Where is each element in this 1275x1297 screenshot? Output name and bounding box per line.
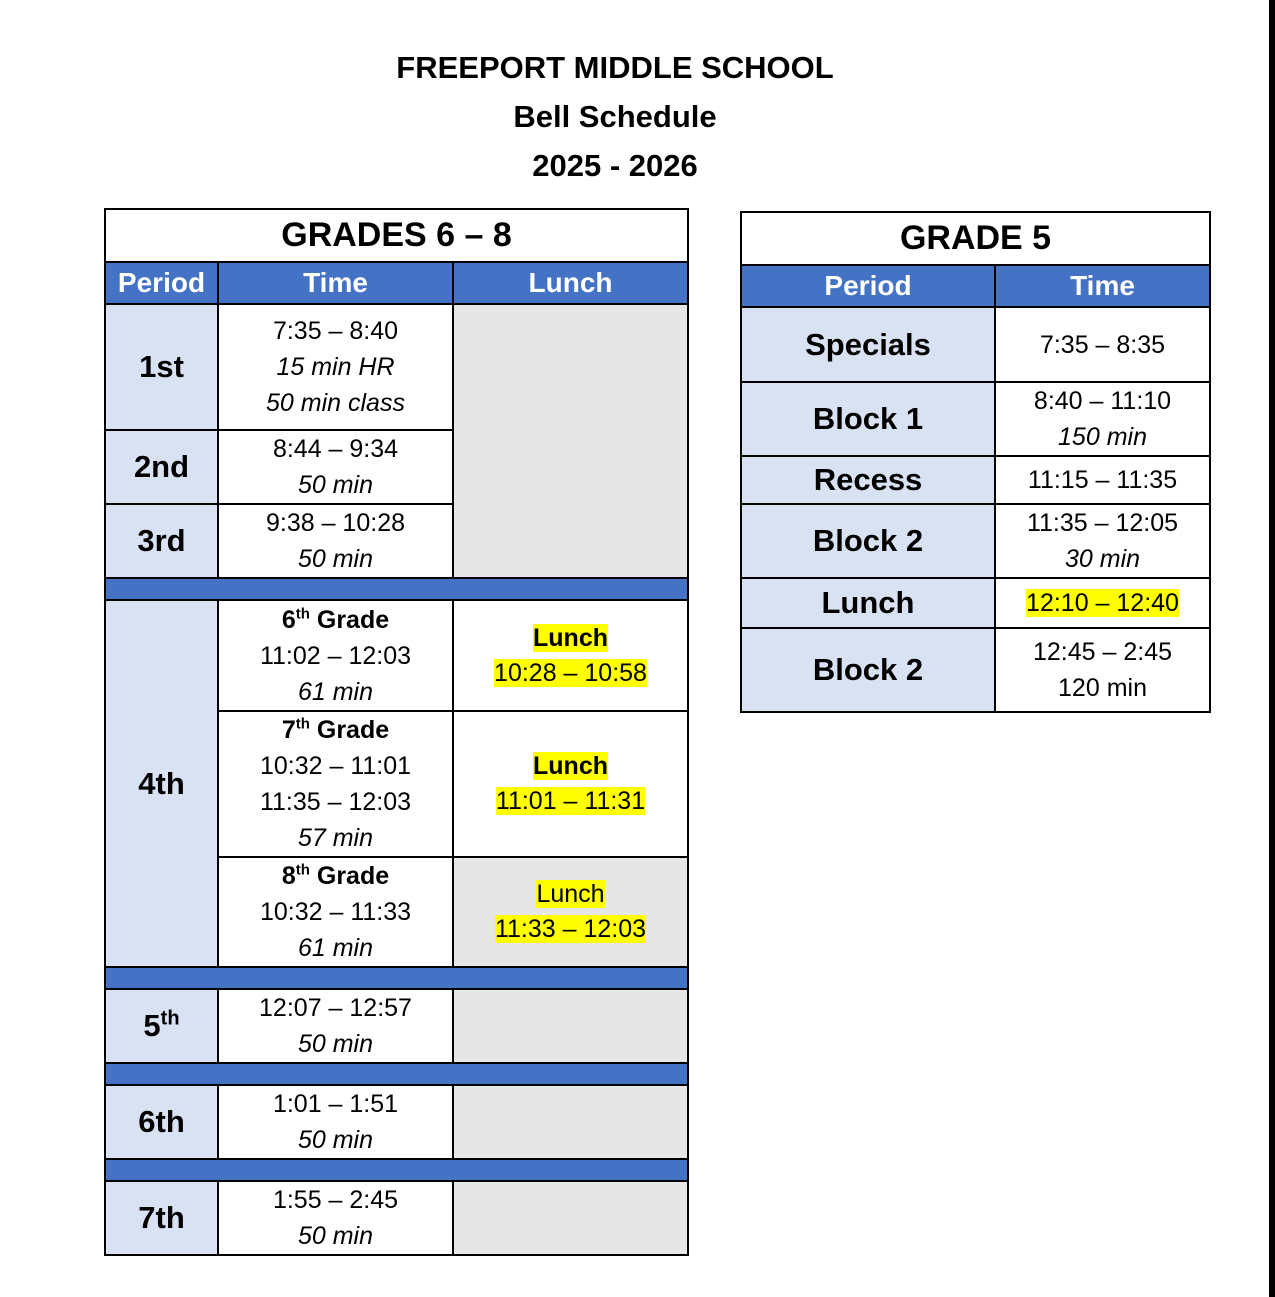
grade5-time-specials: 7:35 – 8:35 (995, 307, 1210, 382)
separator-bar (105, 1063, 688, 1085)
column-header-time: Time (995, 265, 1210, 307)
period-3rd-time (218, 504, 453, 578)
table-row (105, 1085, 688, 1159)
lunch-label: Lunch (533, 623, 609, 652)
lunch-empty-cell (453, 1181, 688, 1255)
grade5-period-specials: Specials (741, 307, 995, 382)
grade-7-lunch-slot (453, 711, 688, 857)
grade-5-table (740, 211, 1211, 713)
period-5th (105, 989, 218, 1063)
duration-note: 50 min (297, 1126, 374, 1154)
grade-7-lunch-time (218, 711, 453, 857)
separator-row (105, 578, 688, 600)
duration-note: 61 min (297, 677, 374, 706)
schedule-subtitle: Bell Schedule (513, 99, 717, 134)
grade5-period-block2: Block 2 (741, 504, 995, 578)
grade-6-lunch-slot (453, 600, 688, 711)
lunch-time: 10:28 – 10:58 (494, 658, 647, 687)
grade-label (219, 712, 452, 748)
column-header-lunch: Lunch (453, 262, 688, 304)
table-row (741, 504, 1210, 578)
time-range: 1:55 – 2:45 (272, 1186, 399, 1214)
grade5-time-block2 (995, 504, 1210, 578)
period-3rd: 3rd (105, 504, 218, 578)
period-number: 5 (143, 1008, 161, 1043)
grade-8-lunch-slot (453, 857, 688, 967)
table-row (105, 304, 688, 430)
period-1st: 1st (105, 304, 218, 430)
duration-note: 150 min (1058, 423, 1147, 451)
grade-label (219, 602, 452, 638)
grade-number: 7 (281, 716, 296, 744)
grade-label (219, 858, 452, 894)
lunch-time: 12:10 – 12:40 (1026, 589, 1179, 617)
ordinal-suffix: th (295, 605, 310, 623)
time-range: 10:32 – 11:33 (259, 898, 412, 926)
table-row (105, 600, 688, 711)
period-6th-time (218, 1085, 453, 1159)
period-7th: 7th (105, 1181, 218, 1255)
ordinal-suffix: th (295, 715, 310, 733)
time-range: 11:35 – 12:03 (259, 788, 412, 816)
duration-note: 30 min (1064, 545, 1141, 573)
time-range: 12:07 – 12:57 (259, 994, 412, 1022)
school-name: FREEPORT MIDDLE SCHOOL (396, 50, 834, 85)
lunch-empty-cell (453, 1085, 688, 1159)
period-4th: 4th (105, 600, 218, 967)
lunch-label: Lunch (536, 880, 605, 908)
table-row (105, 1181, 688, 1255)
grade-word: Grade (316, 605, 390, 634)
time-range: 9:38 – 10:28 (265, 509, 405, 537)
separator-bar (105, 1159, 688, 1181)
table-row (741, 382, 1210, 456)
table-row (105, 989, 688, 1063)
period-5th-time (218, 989, 453, 1063)
duration-note: 120 min (1058, 674, 1147, 702)
period-6th: 6th (105, 1085, 218, 1159)
separator-row (105, 1063, 688, 1085)
separator-bar (105, 967, 688, 989)
duration-note: 50 min class (266, 389, 405, 417)
grade5-time-block1 (995, 382, 1210, 456)
table-row (741, 307, 1210, 382)
grade-8-lunch-time (218, 857, 453, 967)
grade5-time-lunch (995, 578, 1210, 628)
grade-number: 8 (281, 862, 296, 890)
grade5-period-recess: Recess (741, 456, 995, 504)
column-header-time: Time (218, 262, 453, 304)
separator-row (105, 967, 688, 989)
time-range: 1:01 – 1:51 (272, 1090, 399, 1118)
grade5-period-block1: Block 1 (741, 382, 995, 456)
time-range: 10:32 – 11:01 (259, 752, 412, 780)
lunch-time: 11:01 – 11:31 (495, 787, 646, 815)
grades-6-8-table (104, 208, 689, 1256)
duration-note: 50 min (297, 471, 374, 499)
time-range: 7:35 – 8:40 (272, 317, 399, 345)
grade5-period-block2-afternoon: Block 2 (741, 628, 995, 712)
grades-6-8-title: GRADES 6 – 8 (105, 209, 688, 262)
duration-note: 50 min (297, 1030, 374, 1058)
page-edge-border (1269, 0, 1275, 1297)
period-2nd-time (218, 430, 453, 504)
period-1st-time (218, 304, 453, 430)
grade-5-title: GRADE 5 (741, 212, 1210, 265)
duration-note: 61 min (297, 934, 374, 962)
grade-number: 6 (281, 605, 296, 634)
ordinal-suffix: th (295, 861, 310, 879)
grade5-period-lunch: Lunch (741, 578, 995, 628)
time-range: 11:02 – 12:03 (259, 641, 412, 670)
ordinal-suffix: th (160, 1007, 180, 1030)
separator-row (105, 1159, 688, 1181)
lunch-empty-cell (453, 304, 688, 578)
duration-note: 50 min (297, 545, 374, 573)
school-year: 2025 - 2026 (532, 148, 698, 183)
duration-note: 57 min (297, 824, 374, 852)
grade-6-lunch-time (218, 600, 453, 711)
column-header-period: Period (105, 262, 218, 304)
lunch-empty-cell (453, 989, 688, 1063)
table-row (741, 578, 1210, 628)
grade5-time-recess: 11:15 – 11:35 (995, 456, 1210, 504)
period-2nd: 2nd (105, 430, 218, 504)
lunch-time: 11:33 – 12:03 (494, 915, 647, 943)
lunch-label: Lunch (533, 752, 609, 780)
duration-note: 50 min (297, 1222, 374, 1250)
period-7th-time (218, 1181, 453, 1255)
grade-word: Grade (316, 716, 390, 744)
time-range: 8:44 – 9:34 (272, 435, 399, 463)
time-range: 11:35 – 12:05 (1026, 509, 1179, 537)
time-range: 8:40 – 11:10 (1033, 387, 1172, 415)
table-row (741, 628, 1210, 712)
column-header-period: Period (741, 265, 995, 307)
grade-word: Grade (316, 862, 390, 890)
duration-note: 15 min HR (276, 353, 395, 381)
time-range: 12:45 – 2:45 (1033, 638, 1173, 666)
grade5-time-block2-afternoon (995, 628, 1210, 712)
table-row (741, 456, 1210, 504)
separator-bar (105, 578, 688, 600)
